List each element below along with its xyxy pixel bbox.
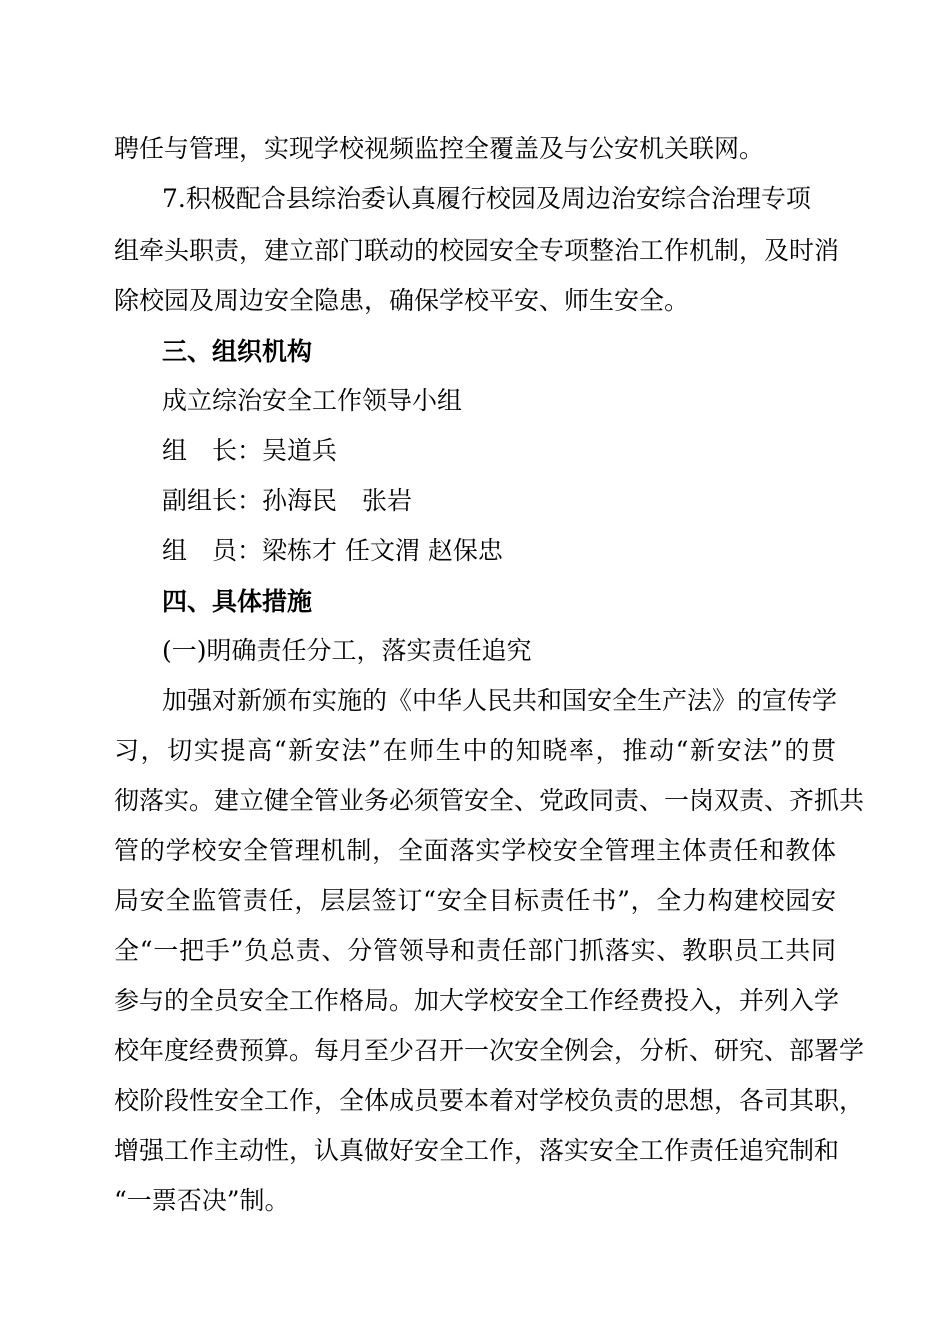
paragraph-line-2: 7.积极配合县综治委认真履行校园及周边治安综合治理专项 [162,184,811,213]
paragraph-line-8: 管的学校安全管理机制，全面落实学校安全管理主体责任和教体 [114,836,836,865]
paragraph-line-1: 聘任与管理，实现学校视频监控全覆盖及与公安机关联网。 [114,134,765,163]
paragraph-line-15: “一票否决”制。 [114,1186,290,1215]
paragraph-line-3: 组牵头职责，建立部门联动的校园安全专项整治工作机制，及时消 [114,236,840,265]
paragraph-line-11: 参与的全员安全工作格局。加大学校安全工作经费投入，并列入学 [114,986,840,1015]
paragraph-line-9: 局安全监管责任，层层签订“安全目标责任书”，全力构建校园安 [114,886,836,915]
paragraph-line-5: 加强对新颁布实施的《中华人民共和国安全生产法》的宣传学 [162,686,838,715]
paragraph-line-13: 校阶段性安全工作，全体成员要本着对学校负责的思想，各司其职， [114,1086,865,1115]
paragraph-line-10: 全“一把手”负总责、分管领导和责任部门抓落实、教职员工共同 [114,936,836,965]
subsection-heading-responsibility: (一)明确责任分工，落实责任追究 [162,636,532,665]
paragraph-line-6: 习，切实提高“新安法”在师生中的知晓率，推动“新安法”的贯 [114,736,836,765]
paragraph-line-7: 彻落实。建立健全管业务必须管安全、党政同责、一岗双责、齐抓共 [114,786,865,815]
section-heading-organization: 三、组织机构 [162,337,313,366]
org-intro-line: 成立综治安全工作领导小组 [162,386,463,415]
team-members-line: 组 员：梁栋才 任文渭 赵保忠 [162,536,503,565]
paragraph-line-14: 增强工作主动性，认真做好安全工作，落实安全工作责任追究制和 [114,1136,840,1165]
deputy-leader-line: 副组长：孙海民 张岩 [162,486,413,515]
paragraph-line-12: 校年度经费预算。每月至少召开一次安全例会，分析、研究、部署学 [114,1036,865,1065]
section-heading-measures: 四、具体措施 [162,587,313,616]
team-leader-line: 组 长：吴道兵 [162,436,338,465]
paragraph-line-4: 除校园及周边安全隐患，确保学校平安、师生安全。 [114,286,690,315]
